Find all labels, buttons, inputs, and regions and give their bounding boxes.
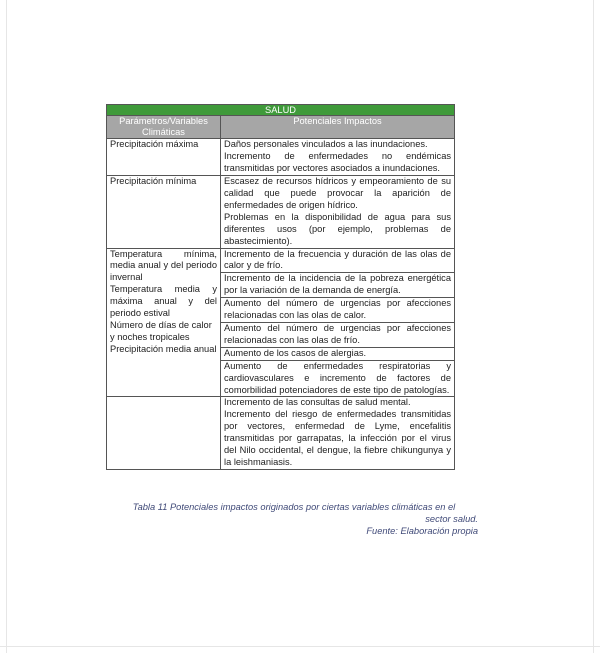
parameter-text: Temperatura media y máxima anual y del periodo estival [110, 284, 217, 319]
caption-source: Fuente: Elaboración propia [366, 525, 478, 536]
impact-text: Incremento del riesgo de enfermedades transmitidas por vectores, enfermedad de Lyme, encefalitis transmitidas por garrapatas, la infección por el virus del Nilo occidental, el dengue, la fiebre chikungunya y la leishmaniasis. [224, 409, 452, 467]
table-row [107, 248, 455, 273]
impact-cell: Aumento de los casos de alergias. [221, 347, 455, 360]
parameter-text: Número de días de calor y noches tropicales [110, 320, 212, 342]
impact-text: Escasez de recursos hídricos y empeoramiento de su calidad que puede provocar la aparición de enfermedades de origen hídrico. [224, 176, 452, 210]
table-row [107, 397, 455, 469]
table-row [107, 176, 455, 248]
page-edge [6, 0, 7, 653]
impact-cell: Incremento de la incidencia de la pobreza energética por la variación de la demanda de energía. [221, 273, 455, 298]
caption-line: sector salud. [425, 513, 478, 524]
table-caption [110, 502, 478, 537]
impact-cell: Aumento de enfermedades respiratorias y cardiovasculares e incremento de factores de comorbilidad potenciadores de este tipo de patologías. [221, 360, 455, 397]
impact-text: Incremento de enfermedades no endémicas transmitidas por vectores asociados a inundaciones. [224, 151, 452, 174]
impact-text: Problemas en la disponibilidad de agua para sus diferentes usos (por ejemplo, problemas de abastecimiento). [224, 211, 452, 246]
column-header-impacts: Potenciales Impactos [221, 116, 455, 139]
parameter-text: Temperatura mínima, media anual y del periodo invernal [110, 248, 217, 283]
parameter-cell: Precipitación máxima [107, 139, 221, 176]
health-impacts-table [106, 104, 455, 470]
impact-cell: Aumento del número de urgencias por afecciones relacionadas con las olas de frío. [221, 323, 455, 348]
caption-line: Tabla 11 Potenciales impactos originados por ciertas variables climáticas en el [132, 502, 456, 512]
impact-cell [221, 176, 455, 248]
page-edge [0, 646, 600, 647]
table-title: SALUD [107, 105, 455, 116]
table-header-row [107, 116, 455, 139]
impact-text: Incremento de las consultas de salud mental. [224, 397, 411, 408]
parameter-text: Precipitación media anual [110, 343, 217, 354]
impact-cell: Aumento del número de urgencias por afecciones relacionadas con las olas de calor. [221, 298, 455, 323]
parameter-cell [107, 397, 221, 469]
page-edge [593, 0, 594, 653]
parameter-cell: Precipitación mínima [107, 176, 221, 248]
table-title-row [107, 105, 455, 116]
column-header-parameters: Parámetros/Variables Climáticas [107, 116, 221, 139]
impact-cell [221, 139, 455, 176]
parameter-cell-group [107, 248, 221, 397]
impact-cell: Incremento de la frecuencia y duración de las olas de calor y de frío. [221, 248, 455, 273]
impact-text: Daños personales vinculados a las inundaciones. [224, 139, 428, 150]
impact-cell [221, 397, 455, 469]
table-row [107, 139, 455, 176]
